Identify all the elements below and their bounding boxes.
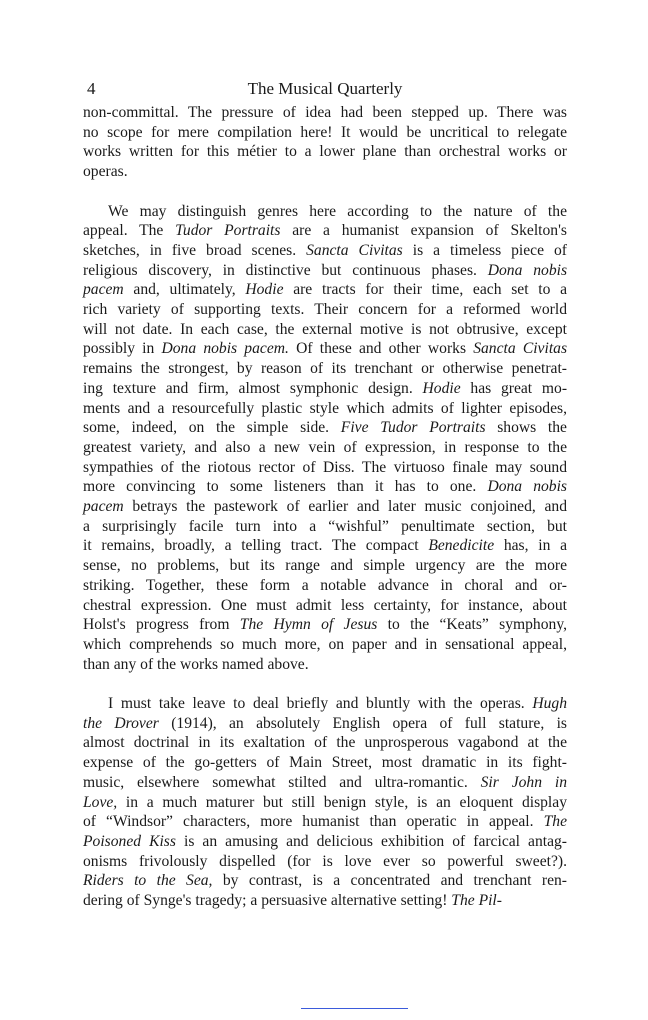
text-run: which comprehends so much more, on paper and in sensational appeal, (83, 635, 567, 653)
text-run: shows the (485, 419, 567, 437)
text-run: non-committal. The pressure of idea had been stepped up. There was (83, 104, 567, 121)
text-run: no scope for mere compilation here! It would be uncritical to relegate (83, 123, 567, 141)
page-header (83, 76, 567, 102)
text-line (83, 103, 567, 123)
running-head: The Musical Quarterly (247, 79, 403, 98)
text-run: by contrast, is a concentrated and trenchant ren- (212, 872, 567, 890)
italic-title: Riders to the Sea, (83, 872, 213, 890)
text-run: Holst's progress from (83, 616, 240, 634)
italic-title: Hodie (245, 281, 284, 299)
text-run: religious discovery, in distinctive but continuous phases. (83, 261, 488, 279)
text-line (83, 280, 567, 300)
text-line (83, 142, 567, 162)
text-line (83, 694, 567, 714)
text-run: are tracts for their time, each set to a (283, 281, 567, 299)
text-line (83, 123, 567, 143)
italic-title: The Hymn of Jesus (239, 616, 378, 634)
text-run: (1914), an absolutely English opera of full stature, is (158, 714, 567, 732)
text-line (83, 536, 567, 556)
text-line (83, 596, 567, 616)
text-run: expense of the go-getters of Main Street, most dramatic in its fight- (83, 754, 567, 772)
italic-title: Poisoned Kiss (83, 832, 176, 850)
text-line (83, 339, 567, 359)
text-run: is a timeless piece of (402, 241, 567, 259)
text-line (83, 733, 567, 753)
text-run: works written for this métier to a lower plane than orchestral works or (83, 143, 567, 161)
article-body (83, 103, 567, 911)
text-line (83, 261, 567, 281)
text-line (83, 359, 567, 379)
text-run: more convincing to some listeners than it has to one. (83, 478, 488, 496)
italic-title: Benedicite (428, 537, 495, 555)
italic-title: Sancta Civitas (473, 340, 568, 358)
text-run: it remains, broadly, a telling tract. The compact (83, 537, 429, 555)
text-run: greatest variety, and also a new vein of expression, in response to the (83, 438, 567, 456)
text-line (83, 399, 567, 419)
italic-title: Dona nobis pacem. (161, 340, 289, 358)
italic-title: pacem (83, 281, 124, 299)
text-line (83, 241, 567, 261)
text-line (83, 891, 567, 911)
text-run: We may distinguish genres here according to the nature of the (108, 202, 567, 220)
text-line (83, 477, 567, 497)
footer-link-rule (301, 1008, 408, 1009)
text-run: sketches, in five broad scenes. (83, 241, 307, 259)
page-number: 4 (87, 79, 96, 98)
text-run: I must take leave to deal briefly and bluntly with the operas. (108, 695, 533, 713)
text-run: rich variety of supporting texts. Their concern for a reformed world (83, 301, 567, 319)
text-line (83, 497, 567, 517)
text-line (83, 379, 567, 399)
text-line (83, 576, 567, 596)
italic-title: Love, (83, 793, 118, 811)
text-run: Of these and other works (288, 340, 474, 358)
italic-title: Sir John in (480, 773, 567, 791)
text-line (83, 418, 567, 438)
text-line (83, 793, 567, 813)
italic-title: The (543, 813, 567, 831)
text-run: appeal. The (83, 222, 176, 240)
text-line (83, 300, 567, 320)
italic-title: pacem (83, 498, 124, 516)
text-line (83, 812, 567, 832)
text-line (83, 458, 567, 478)
text-run: some, indeed, on the simple side. (83, 419, 341, 437)
italic-title: Tudor Portraits (175, 222, 281, 240)
text-run: a surprisingly facile turn into a “wishful” penultimate section, but (83, 517, 567, 535)
text-run: onisms frivolously dispelled (for is love ever so powerful sweet?). (83, 852, 567, 870)
paragraph (83, 694, 567, 911)
text-line (83, 320, 567, 340)
text-run: ments and a resourcefully plastic style which admits of lighter episodes, (83, 399, 567, 417)
text-line (83, 615, 567, 635)
text-line (83, 556, 567, 576)
text-line (83, 832, 567, 852)
text-line (83, 517, 567, 537)
text-run: has, in a (494, 537, 568, 555)
italic-title: Dona nobis (487, 261, 568, 279)
text-line (83, 202, 567, 222)
text-run: dering of Synge's tragedy; a persuasive alternative setting! (83, 892, 452, 910)
text-line (83, 714, 567, 734)
text-line (83, 852, 567, 872)
paragraph (83, 202, 567, 675)
text-line (83, 655, 567, 675)
text-line (83, 635, 567, 655)
italic-title: Sancta Civitas (306, 241, 403, 259)
text-line (83, 871, 567, 891)
text-run: to the “Keats” symphony, (377, 616, 567, 634)
text-run: in a much maturer but still benign style, is an eloquent display (117, 793, 567, 811)
italic-title: The Pil- (451, 892, 502, 910)
text-run: and, ultimately, (123, 281, 246, 299)
text-run: remains the strongest, by reason of its trenchant or otherwise penetrat- (83, 360, 567, 378)
paragraph (83, 103, 567, 182)
italic-title: Dona nobis (487, 478, 568, 496)
italic-title: Hodie (422, 379, 461, 397)
text-run: music, elsewhere somewhat stilted and ultra-romantic. (83, 773, 481, 791)
text-line (83, 162, 567, 182)
text-run: is an amusing and delicious exhibition of farcical antag- (175, 832, 567, 850)
text-run: almost doctrinal in its exaltation of the unprosperous vagabond at the (83, 734, 567, 752)
text-run: of “Windsor” characters, more humanist than operatic in appeal. (83, 813, 544, 831)
text-line (83, 773, 567, 793)
text-run: will not date. In each case, the external motive is not obtrusive, except (83, 320, 567, 338)
text-run: sense, no problems, but its range and simple urgency are the more (83, 557, 567, 575)
italic-title: Hugh (532, 695, 567, 713)
text-line (83, 438, 567, 458)
text-run: striking. Together, these form a notable advance in choral and or- (83, 576, 567, 594)
text-run: possibly in (83, 340, 162, 358)
text-run: betrays the pastework of earlier and later music conjoined, and (123, 498, 567, 516)
italic-title: the Drover (83, 714, 159, 732)
text-run: operas. (83, 163, 128, 181)
text-line (83, 753, 567, 773)
text-run: sympathies of the riotous rector of Diss. The virtuoso finale may sound (83, 458, 567, 476)
text-run: ing texture and firm, almost symphonic design. (83, 379, 423, 397)
text-line (83, 221, 567, 241)
text-run: than any of the works named above. (83, 655, 309, 673)
text-run: chestral expression. One must admit less certainty, for instance, about (83, 596, 567, 614)
text-run: has great mo- (460, 379, 568, 397)
text-run: are a humanist expansion of Skelton's (280, 222, 567, 240)
italic-title: Five Tudor Portraits (340, 419, 486, 437)
